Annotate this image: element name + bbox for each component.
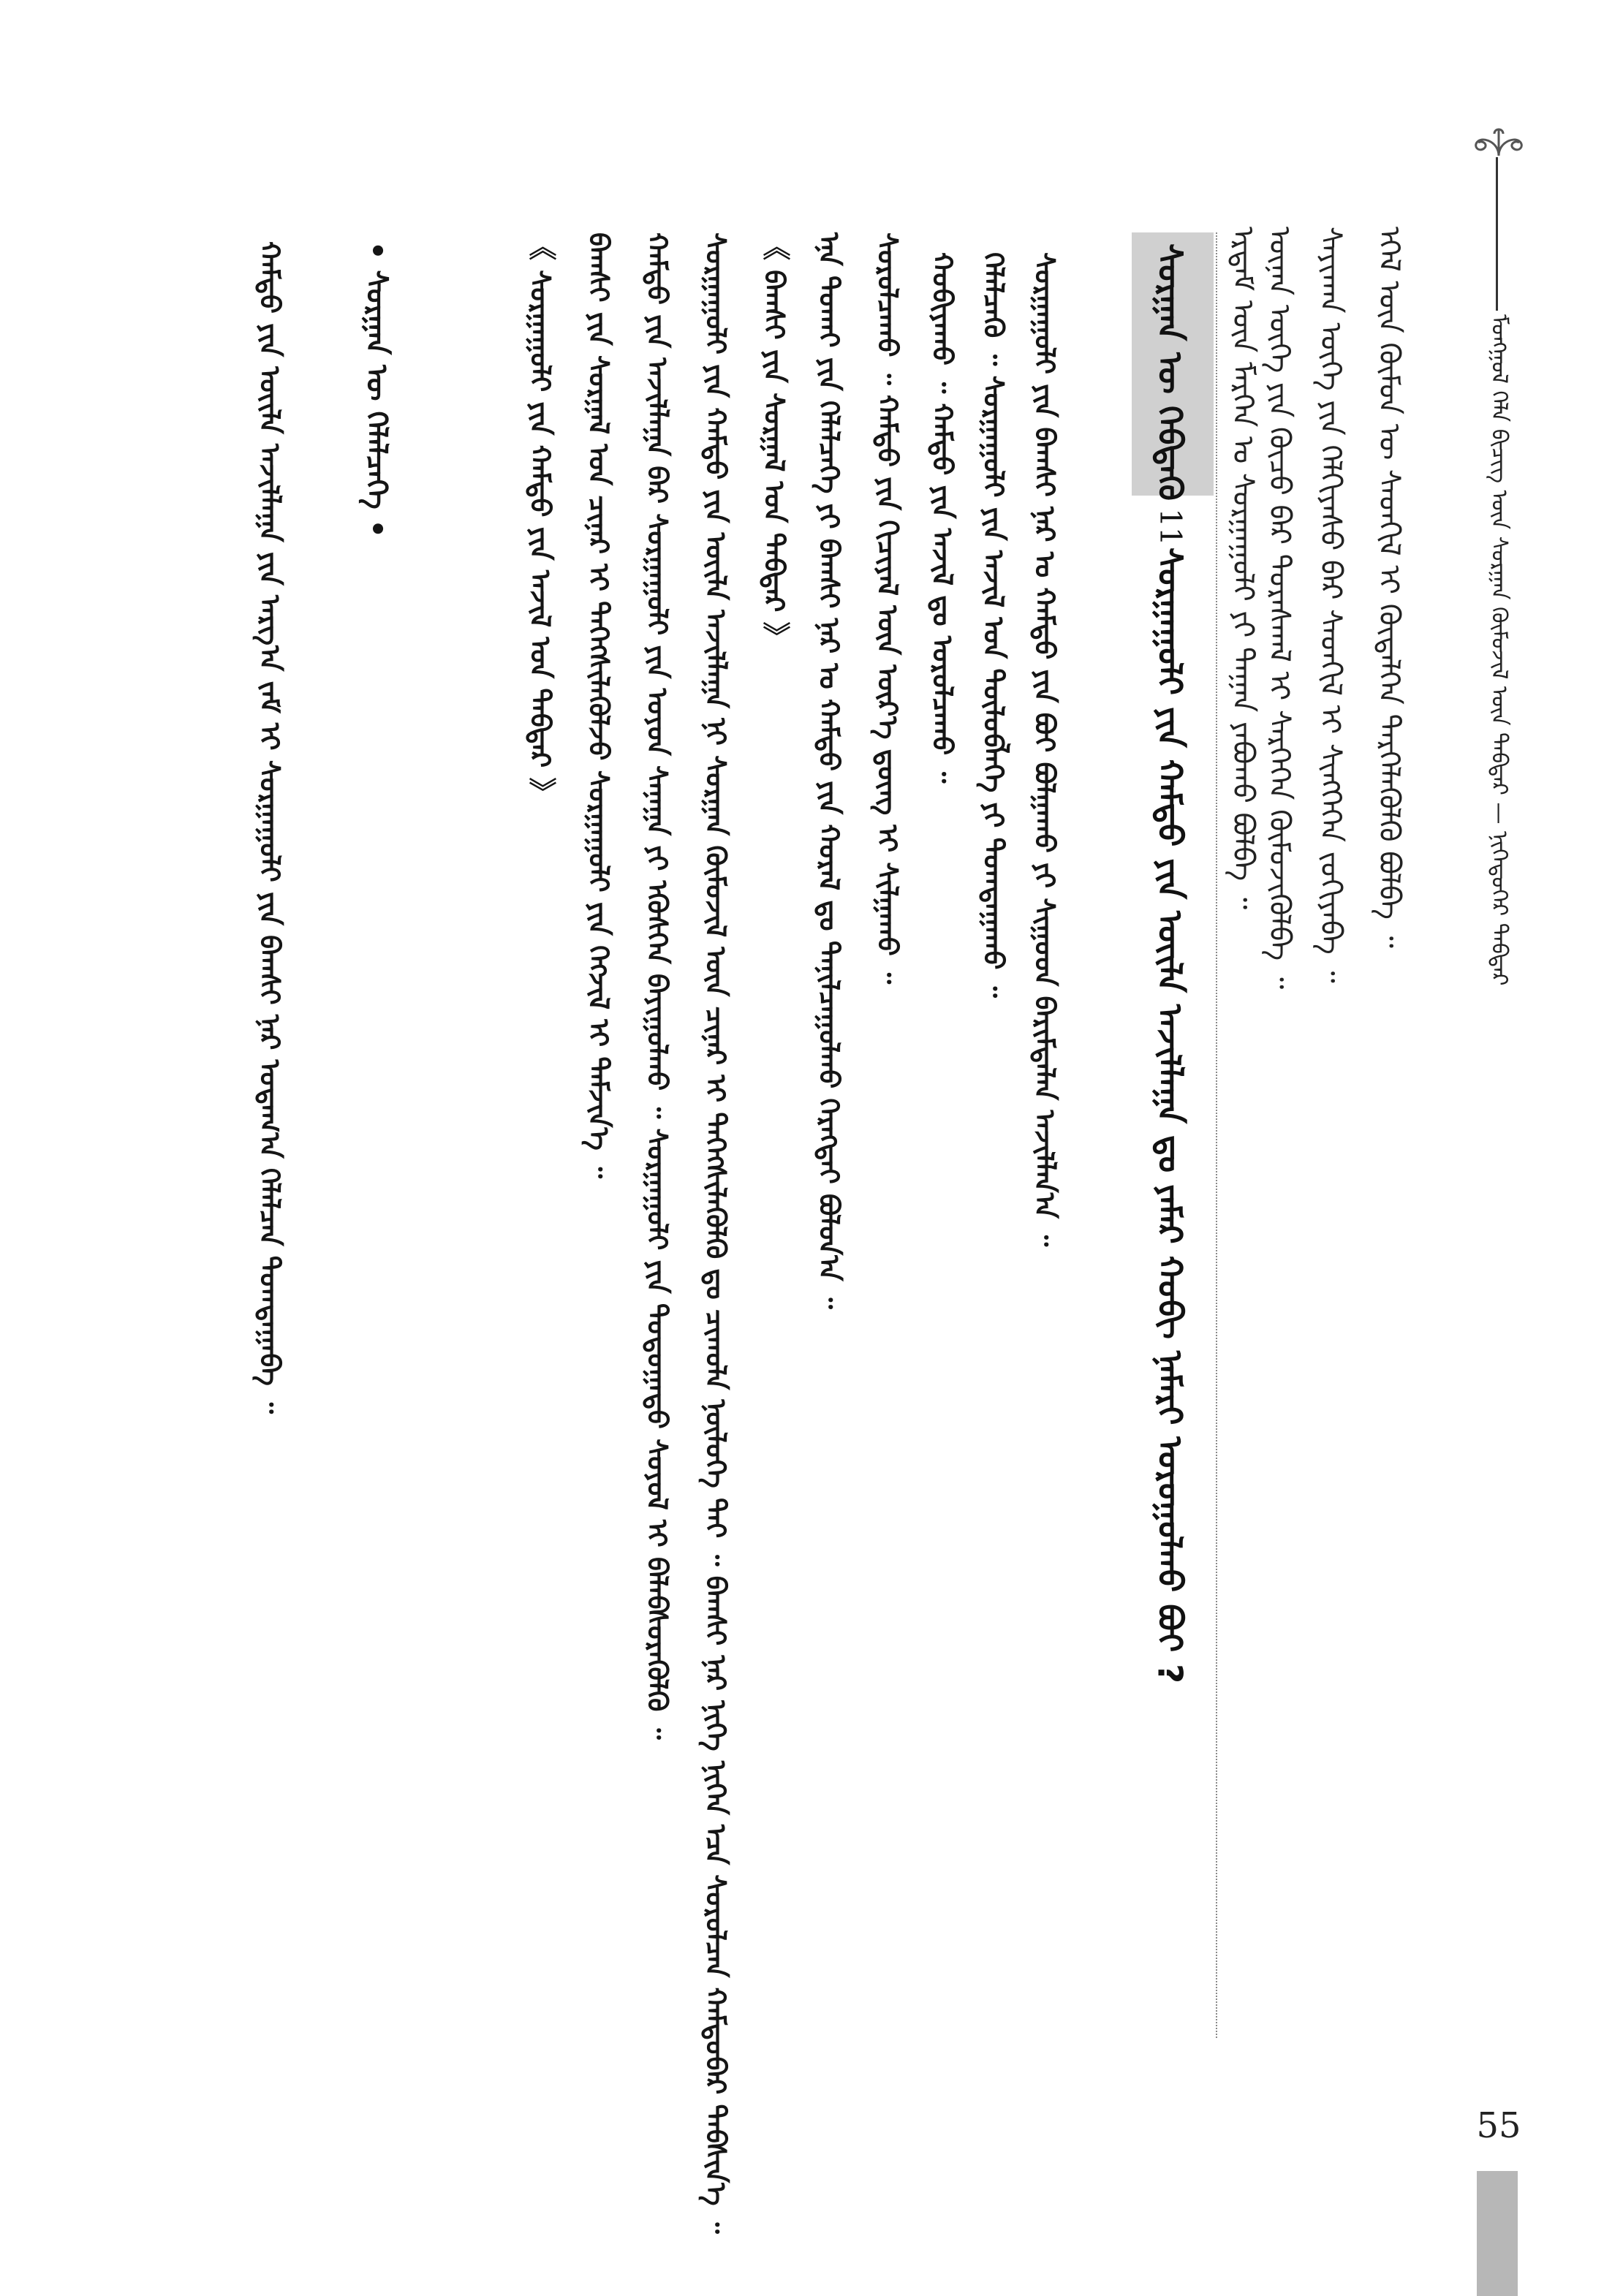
heading-divider xyxy=(1216,232,1217,2038)
header-ornament-icon xyxy=(1462,121,1535,157)
heading-part-a: ᠰᠤᠷᠭᠠᠨ ᠦ ᠬᠡᠪᠲᠡᠬᠦ xyxy=(1150,243,1190,501)
body-line: ᠪᠠᠭᠰᠢ ᠶᠢᠨ ᠰᠤᠷᠭᠠᠯ ᠤᠨ ᠴᠢᠨᠠᠷ ᠢ ᠳᠡᠭᠡᠭᠰᠢᠯᠡᠭᠦᠯᠵᠦ ᠰᠤᠷᠭᠠᠭᠤᠯᠢ ᠶᠢᠨ ᠬᠡᠭᠵᠢᠯ ᠢ ᠳᠡᠮᠵᠢᠨ᠎ᠡ ᠃ xyxy=(583,232,615,1179)
poem-line: ᠡᠷᠳᠡᠮ ᠦᠨ ᠮᠡᠷᠭᠡᠨ ᠤ ᠰᠤᠷᠭᠠᠭᠤᠯᠢ ᠶᠢ ᠳᠠᠭᠠᠨ ᠶᠠᠪᠤᠬᠤ ᠪᠣᠯᠪᠠ ᠃ xyxy=(1226,227,1260,910)
citation: 《 ᠰᠤᠷᠭᠠᠭᠤᠯᠢ ᠶᠢᠨ ᠬᠠᠮᠲᠤ ᠶᠢᠨ ᠠᠵᠢᠯ ᠤᠨ ᠳᠡᠪᠲᠡᠷ 》 xyxy=(524,232,556,806)
body-line: ᠰᠤᠷᠤᠯᠴᠠᠬᠤ ᠃ ᠬᠠᠮᠲᠤ ᠶᠢᠨ ᠬᠢᠴᠢᠶᠡᠯ ᠦᠨ ᠦᠷ᠎ᠡ ᠳ᠋ᠦᠩ ᠢ ᠰᠢᠯᠭᠠᠬᠤ ᠃ xyxy=(871,232,904,985)
running-header: ᠮᠣᠩᠭᠣᠯ ᠬᠡᠯᠡ ᠪᠢᠴᠢᠭ᠌ ᠦᠨ ᠰᠤᠷᠭᠠᠨ ᠬᠦᠮᠦᠵᠢᠯ ᠦᠨ ᠳᠡᠪᠲᠡᠷ — ᠨᠢᠭᠡᠳᠦᠭᠡᠷ ᠳᠡᠪᠲᠡᠷ xyxy=(1486,314,1512,986)
body-line: ᠬᠠᠮᠲᠤ ᠶᠢᠨ ᠠᠵᠢᠯᠯᠠᠭᠠ ᠪᠠᠷ ᠰᠤᠷᠭᠠᠭᠤᠯᠢ ᠶᠢᠨ ᠣᠶᠤᠨ ᠰᠠᠨᠠᠭᠠ ᠶᠢ ᠡᠭᠦᠰᠭᠡᠨ ᠪᠠᠶᠢᠭᠤᠯᠬᠤ ᠃ ᠰᠤᠷᠭᠠᠭᠤᠯᠢ ᠶᠢᠨ ᠳᠣᠲᠣᠭᠠᠳᠤ ᠰᠤᠶᠤᠯ ᠢ ᠪᠡᠯᠡᠪᠰᠦᠷᠡᠭᠦᠯᠬᠦ ᠃ xyxy=(641,232,673,1740)
section-heading xyxy=(1151,238,1189,1683)
heading-part-b: ᠰᠤᠷᠭᠠᠭᠤᠯᠢ ᠶᠢᠨ ᠬᠠᠮᠲᠤ ᠶᠢᠨ ᠦᠢᠯᠡ ᠠᠵᠢᠯᠯᠠᠭᠠ ᠳᠤ ᠶᠠᠮᠠᠷ ᠬᠤᠪᠢ ᠨᠡᠮᠡᠷᠢ ᠣᠷᠤᠭᠤᠯᠬᠤ ᠪᠤᠢ ? xyxy=(1150,547,1190,1683)
body-line: ᠬᠡᠯᠡᠯᠴᠡᠬᠦ ᠃ ᠰᠤᠷᠭᠠᠭᠤᠯᠢ ᠶᠢᠨ ᠠᠵᠢᠯ ᠤᠨ ᠲᠥᠯᠥᠪᠯᠡᠭᠡ ᠶᠢ ᠲᠣᠭᠲᠠᠭᠠᠬᠤ ᠃ xyxy=(977,252,1010,998)
citation: 《 ᠪᠠᠭᠰᠢ ᠶᠢᠨ ᠰᠤᠷᠭᠠᠯ ᠤᠨ ᠳᠡᠪᠲᠡᠷ 》 xyxy=(758,232,790,650)
body-line: ᠬᠠᠮᠲᠤ ᠶᠢᠨ ᠦᠢᠯᠡ ᠠᠵᠢᠯᠯᠠᠭᠠ ᠶᠢᠨ ᠠᠷᠭ᠎ᠠ ᠵᠠᠮ ᠢ ᠰᠤᠷᠭᠠᠭᠤᠯᠢ ᠶᠢᠨ ᠪᠠᠭᠰᠢ ᠨᠠᠷ ᠤᠳᠠᠭ᠎ᠠ ᠬᠡᠯᠡᠯᠴᠡᠨ ᠲᠣᠭᠲᠠᠭᠠᠪᠠ ᠃ xyxy=(254,241,286,1414)
heading-number: 11 xyxy=(1153,508,1187,546)
header-rule xyxy=(1496,157,1498,311)
poem-line: ᠦᠨᠡᠨ ᠦᠭᠡ ᠶᠢᠨ ᠬᠦᠴᠦ ᠪᠡᠷ ᠳᠤᠷᠠᠰᠬᠠᠯ ᠢ ᠰᠡᠷᠭᠡᠭᠡᠨ ᠬᠦᠮᠦᠵᠢᠭᠦᠯᠪᠡ ᠃ xyxy=(1263,227,1296,990)
body-line: ᠡᠨᠡ ᠲᠤᠬᠠᠢ ᠶᠢᠨ ᠬᠡᠯᠡᠯᠴᠡᠭᠡ ᠶᠢ ᠪᠠᠭᠰᠢ ᠨᠠᠷ ᠤ ᠬᠠᠮᠲᠤ ᠶᠢᠨ ᠬᠤᠷᠠᠯ ᠳᠤ ᠲᠠᠨᠢᠯᠴᠠᠭᠤᠯᠬᠤ ᠬᠡᠷᠡᠭᠲᠡᠢ ᠪᠣᠯᠤᠨ᠎ᠠ ᠃ xyxy=(813,232,845,1309)
body-line: ᠬᠤᠪᠢᠶᠠᠬᠤ ᠃ ᠬᠠᠮᠲᠤ ᠶᠢᠨ ᠠᠵᠢᠯ ᠳᠤ ᠣᠷᠣᠯᠴᠠᠬᠤ ᠃ xyxy=(926,252,958,784)
poem-line: ᠰᠠᠶᠢᠬᠠᠨ ᠦᠭᠡ ᠶᠢᠨ ᠬᠡᠯᠬᠢᠶᠡᠰᠦ ᠪᠡᠷ ᠰᠡᠳᠬᠢᠯ ᠢ ᠰᠢᠩᠭᠡᠭᠡᠨ ᠵᠣᠬᠢᠶᠠᠪᠠ ᠃ xyxy=(1314,227,1347,983)
poem-line: ᠡᠭᠡᠯ ᠦᠨ ᠬᠦᠮᠦᠨ ᠦ ᠰᠡᠳᠬᠢᠯ ᠢ ᠬᠦᠳᠡᠯᠭᠡᠨ ᠲᠡᠷᠭᠡᠯᠡᠭᠦᠯᠬᠦ ᠪᠣᠯᠪᠠ ᠃ xyxy=(1372,227,1406,948)
body-line: ᠰᠤᠷᠭᠠᠭᠤᠯᠢ ᠶᠢᠨ ᠬᠠᠮᠲᠤ ᠶᠢᠨ ᠦᠢᠯᠡ ᠠᠵᠢᠯᠯᠠᠭᠠ ᠨᠢ ᠰᠤᠷᠭᠠᠨ ᠬᠦᠮᠦᠵᠢᠯ ᠦᠨ ᠴᠢᠨᠠᠷ ᠢ ᠳᠡᠭᠡᠭᠰᠢᠯᠡᠭᠦᠯᠬᠦ ᠳᠤ ᠴᠢᠬᠤᠯᠠ ᠨᠥᠯᠥᠭᠡ ᠲᠡᠢ ᠃ ᠪᠠᠭᠰᠢ ᠨᠠᠷ ᠨᠢᠭᠡ ᠨᠢᠭᠡᠨ ᠡᠴᠡ ᠰᠤᠷᠤᠯᠴᠠᠨ ᠬᠠᠮᠲᠤᠪᠠᠷ ᠳᠡᠪᠰᠢᠨ᠎ᠡ ᠃ xyxy=(700,232,732,2234)
body-line: ᠰᠤᠷᠭᠠᠭᠤᠯᠢ ᠶᠢᠨ ᠪᠠᠭᠰᠢ ᠨᠠᠷ ᠤ ᠬᠠᠮᠲᠤ ᠶᠢᠨ ᠪᠤᠢ ᠪᠣᠯᠭᠠᠬᠤ ᠶᠢ ᠰᠢᠭᠤᠳ ᠪᠠᠷᠢᠮᠲᠠᠯᠠᠨ ᠠᠵᠢᠯᠯᠠᠨ᠎ᠠ ᠃ xyxy=(1029,252,1061,1247)
subheading: • ᠰᠤᠷᠭᠠᠨ ᠦ ᠬᠡᠯᠡᠯᠴᠡᠭᠡ • xyxy=(360,241,393,539)
page-number: 55 xyxy=(1476,2105,1521,2146)
side-thumb-tab xyxy=(1477,2171,1518,2296)
